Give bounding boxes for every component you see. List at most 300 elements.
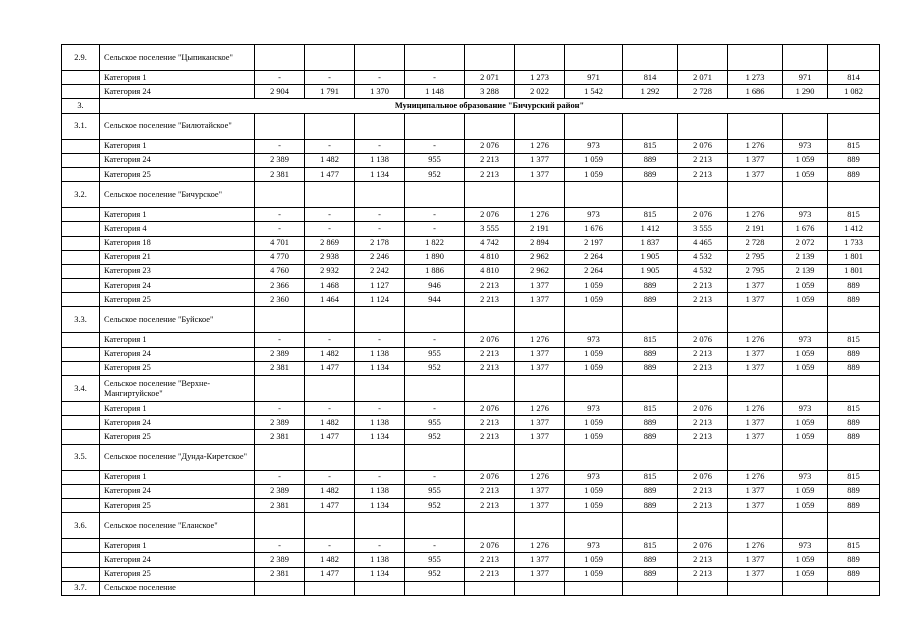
value-cell: 4 760 [255, 264, 305, 278]
value-cell: 946 [405, 279, 465, 293]
value-cell: 2 076 [465, 402, 515, 416]
value-cell: 889 [623, 153, 678, 167]
value-cell: 2 381 [255, 498, 305, 512]
empty-cell [255, 513, 305, 539]
value-cell: 1 905 [623, 264, 678, 278]
value-cell: 1 412 [828, 222, 880, 236]
value-cell: 1 377 [515, 293, 565, 307]
value-cell: 889 [623, 167, 678, 181]
value-cell: 955 [405, 553, 465, 567]
value-cell: 1 138 [355, 553, 405, 567]
value-cell: 2 076 [678, 333, 728, 347]
category-row [62, 250, 880, 264]
empty-cell [828, 376, 880, 402]
row-number: 3.7. [62, 581, 100, 595]
row-number [62, 539, 100, 553]
empty-cell [255, 113, 305, 139]
category-name: Категория 24 [100, 484, 255, 498]
value-cell: 1 276 [728, 139, 783, 153]
empty-cell [405, 307, 465, 333]
category-name: Категория 24 [100, 553, 255, 567]
empty-cell [465, 444, 515, 470]
value-cell: 973 [783, 208, 828, 222]
category-row [62, 539, 880, 553]
value-cell: 1 377 [728, 361, 783, 375]
row-number [62, 402, 100, 416]
value-cell: 1 801 [828, 250, 880, 264]
value-cell: 2 076 [465, 208, 515, 222]
row-number: 3.2. [62, 182, 100, 208]
empty-cell [828, 444, 880, 470]
empty-cell [405, 113, 465, 139]
value-cell: 4 532 [678, 250, 728, 264]
empty-cell [828, 182, 880, 208]
row-number [62, 85, 100, 99]
row-number [62, 264, 100, 278]
value-cell: 1 482 [305, 153, 355, 167]
value-cell: 2 869 [305, 236, 355, 250]
value-cell: - [405, 333, 465, 347]
value-cell: 1 890 [405, 250, 465, 264]
row-number [62, 484, 100, 498]
value-cell: 1 273 [515, 71, 565, 85]
value-cell: 2 213 [678, 347, 728, 361]
empty-cell [623, 581, 678, 595]
value-cell: 2 213 [678, 167, 728, 181]
value-cell: 2 389 [255, 347, 305, 361]
value-cell: 2 076 [465, 470, 515, 484]
value-cell: 815 [623, 139, 678, 153]
value-cell: 2 962 [515, 250, 565, 264]
value-cell: 1 377 [728, 498, 783, 512]
category-name: Категория 24 [100, 416, 255, 430]
value-cell: 815 [828, 139, 880, 153]
value-cell: 1 377 [515, 153, 565, 167]
settlement-name: Сельское поселение "Бичурское" [100, 182, 255, 208]
empty-cell [728, 444, 783, 470]
row-number [62, 167, 100, 181]
empty-cell [465, 581, 515, 595]
value-cell: 2 381 [255, 430, 305, 444]
value-cell: 1 377 [728, 567, 783, 581]
value-cell: 1 059 [783, 430, 828, 444]
value-cell: 973 [565, 402, 623, 416]
value-cell: 1 059 [565, 347, 623, 361]
category-name: Категория 4 [100, 222, 255, 236]
value-cell: 1 059 [783, 567, 828, 581]
category-name: Категория 24 [100, 85, 255, 99]
value-cell: 955 [405, 347, 465, 361]
value-cell: - [255, 470, 305, 484]
value-cell: 1 059 [565, 279, 623, 293]
value-cell: 815 [828, 208, 880, 222]
category-name: Категория 25 [100, 167, 255, 181]
category-row [62, 553, 880, 567]
row-number [62, 430, 100, 444]
value-cell: 889 [828, 484, 880, 498]
value-cell: 1 276 [728, 539, 783, 553]
empty-cell [783, 376, 828, 402]
value-cell: 973 [783, 139, 828, 153]
value-cell: - [255, 333, 305, 347]
value-cell: - [405, 139, 465, 153]
empty-cell [515, 113, 565, 139]
row-number [62, 470, 100, 484]
category-row [62, 484, 880, 498]
empty-cell [405, 45, 465, 71]
value-cell: 2 213 [465, 361, 515, 375]
value-cell: 1 138 [355, 153, 405, 167]
category-name: Категория 25 [100, 430, 255, 444]
value-cell: 2 213 [465, 347, 515, 361]
empty-cell [355, 444, 405, 470]
value-cell: 1 059 [783, 416, 828, 430]
value-cell: 889 [623, 416, 678, 430]
empty-cell [678, 581, 728, 595]
category-row [62, 402, 880, 416]
empty-cell [565, 307, 623, 333]
value-cell: 1 276 [515, 539, 565, 553]
category-row [62, 236, 880, 250]
value-cell: - [255, 402, 305, 416]
value-cell: 1 377 [515, 279, 565, 293]
value-cell: 1 377 [728, 167, 783, 181]
value-cell: 1 059 [783, 293, 828, 307]
value-cell: 2 213 [465, 498, 515, 512]
value-cell: 1 138 [355, 416, 405, 430]
empty-cell [678, 444, 728, 470]
value-cell: 1 477 [305, 498, 355, 512]
value-cell: 952 [405, 167, 465, 181]
settlement-row [62, 45, 880, 71]
value-cell: 889 [828, 293, 880, 307]
value-cell: 889 [828, 279, 880, 293]
value-cell: 2 246 [355, 250, 405, 264]
row-number [62, 567, 100, 581]
empty-cell [515, 45, 565, 71]
value-cell: 889 [828, 430, 880, 444]
empty-cell [355, 376, 405, 402]
value-cell: 1 377 [515, 361, 565, 375]
value-cell: 1 686 [728, 85, 783, 99]
empty-cell [623, 444, 678, 470]
value-cell: 1 134 [355, 361, 405, 375]
category-name: Категория 21 [100, 250, 255, 264]
value-cell: 1 676 [783, 222, 828, 236]
row-number [62, 222, 100, 236]
row-number [62, 553, 100, 567]
value-cell: 1 082 [828, 85, 880, 99]
value-cell: 2 381 [255, 567, 305, 581]
value-cell: 2 022 [515, 85, 565, 99]
value-cell: 1 290 [783, 85, 828, 99]
empty-cell [515, 182, 565, 208]
value-cell: 2 962 [515, 264, 565, 278]
value-cell: 1 124 [355, 293, 405, 307]
value-cell: 1 412 [623, 222, 678, 236]
value-cell: 1 138 [355, 484, 405, 498]
value-cell: 973 [565, 139, 623, 153]
empty-cell [355, 307, 405, 333]
value-cell: 2 213 [678, 430, 728, 444]
value-cell: 1 138 [355, 347, 405, 361]
value-cell: 1 127 [355, 279, 405, 293]
empty-cell [305, 376, 355, 402]
empty-cell [565, 376, 623, 402]
value-cell: 1 377 [515, 416, 565, 430]
empty-cell [783, 444, 828, 470]
value-cell: 2 213 [465, 293, 515, 307]
value-cell: 4 532 [678, 264, 728, 278]
value-cell: - [355, 139, 405, 153]
row-number [62, 498, 100, 512]
empty-cell [565, 513, 623, 539]
value-cell: 955 [405, 416, 465, 430]
value-cell: - [355, 208, 405, 222]
value-cell: 2 213 [465, 484, 515, 498]
empty-cell [728, 513, 783, 539]
category-name: Категория 24 [100, 279, 255, 293]
value-cell: - [355, 333, 405, 347]
value-cell: 1 468 [305, 279, 355, 293]
empty-cell [828, 513, 880, 539]
value-cell: 1 837 [623, 236, 678, 250]
empty-cell [465, 113, 515, 139]
category-row [62, 470, 880, 484]
category-row [62, 361, 880, 375]
value-cell: 2 191 [728, 222, 783, 236]
category-row [62, 167, 880, 181]
value-cell: 1 377 [728, 347, 783, 361]
value-cell: 4 465 [678, 236, 728, 250]
empty-cell [565, 444, 623, 470]
empty-cell [515, 307, 565, 333]
value-cell: 815 [623, 470, 678, 484]
value-cell: 2 795 [728, 264, 783, 278]
value-cell: 2 213 [465, 153, 515, 167]
empty-cell [355, 113, 405, 139]
empty-cell [728, 376, 783, 402]
empty-cell [678, 113, 728, 139]
value-cell: 1 276 [515, 470, 565, 484]
value-cell: 1 905 [623, 250, 678, 264]
empty-cell [728, 113, 783, 139]
row-number [62, 71, 100, 85]
category-row [62, 153, 880, 167]
value-cell: 889 [828, 498, 880, 512]
value-cell: 889 [623, 567, 678, 581]
empty-cell [305, 444, 355, 470]
value-cell: 955 [405, 484, 465, 498]
category-row [62, 279, 880, 293]
value-cell: 1 377 [515, 167, 565, 181]
empty-cell [828, 113, 880, 139]
value-cell: 1 292 [623, 85, 678, 99]
value-cell: - [405, 71, 465, 85]
empty-cell [305, 113, 355, 139]
value-cell: 2 076 [465, 333, 515, 347]
empty-cell [728, 581, 783, 595]
value-cell: 4 810 [465, 264, 515, 278]
category-row [62, 208, 880, 222]
value-cell: 1 134 [355, 567, 405, 581]
settlement-row [62, 307, 880, 333]
value-cell: 1 059 [783, 484, 828, 498]
category-row [62, 416, 880, 430]
row-number: 3.3. [62, 307, 100, 333]
value-cell: 2 213 [678, 153, 728, 167]
value-cell: 2 213 [465, 553, 515, 567]
value-cell: 2 795 [728, 250, 783, 264]
value-cell: 815 [828, 539, 880, 553]
value-cell: 2 213 [465, 167, 515, 181]
empty-cell [783, 581, 828, 595]
row-number: 2.9. [62, 45, 100, 71]
category-row [62, 139, 880, 153]
empty-cell [565, 113, 623, 139]
value-cell: - [355, 470, 405, 484]
empty-cell [783, 307, 828, 333]
value-cell: 1 059 [783, 553, 828, 567]
value-cell: 2 264 [565, 264, 623, 278]
value-cell: 973 [783, 333, 828, 347]
value-cell: 1 377 [515, 498, 565, 512]
value-cell: 814 [623, 71, 678, 85]
value-cell: 1 276 [515, 208, 565, 222]
value-cell: 1 276 [728, 208, 783, 222]
value-cell: 889 [623, 430, 678, 444]
value-cell: 1 148 [405, 85, 465, 99]
value-cell: - [255, 139, 305, 153]
category-name: Категория 25 [100, 498, 255, 512]
empty-cell [465, 307, 515, 333]
value-cell: 889 [828, 167, 880, 181]
empty-cell [828, 581, 880, 595]
category-name: Категория 24 [100, 347, 255, 361]
value-cell: 2 191 [515, 222, 565, 236]
settlement-row [62, 581, 880, 595]
row-number [62, 347, 100, 361]
row-number [62, 279, 100, 293]
value-cell: - [255, 71, 305, 85]
empty-cell [728, 182, 783, 208]
value-cell: 1 276 [728, 333, 783, 347]
value-cell: 4 810 [465, 250, 515, 264]
value-cell: 1 059 [783, 498, 828, 512]
value-cell: 952 [405, 567, 465, 581]
empty-cell [465, 513, 515, 539]
value-cell: 2 213 [678, 498, 728, 512]
value-cell: 1 377 [728, 430, 783, 444]
value-cell: 2 381 [255, 167, 305, 181]
value-cell: 815 [828, 402, 880, 416]
category-name: Категория 25 [100, 293, 255, 307]
value-cell: 2 389 [255, 553, 305, 567]
value-cell: - [305, 470, 355, 484]
settlement-row [62, 182, 880, 208]
row-number: 3. [62, 99, 100, 113]
value-cell: 2 072 [783, 236, 828, 250]
value-cell: 889 [828, 153, 880, 167]
value-cell: 2 213 [465, 430, 515, 444]
value-cell: 1 134 [355, 430, 405, 444]
empty-cell [465, 376, 515, 402]
category-row [62, 85, 880, 99]
value-cell: 973 [783, 402, 828, 416]
value-cell: 1 134 [355, 498, 405, 512]
row-number [62, 361, 100, 375]
value-cell: - [305, 539, 355, 553]
row-number [62, 208, 100, 222]
value-cell: 889 [623, 484, 678, 498]
value-cell: 2 076 [678, 139, 728, 153]
section-title: Муниципальное образование "Бичурский район" [100, 99, 880, 113]
value-cell: 815 [623, 333, 678, 347]
row-number [62, 250, 100, 264]
empty-cell [305, 581, 355, 595]
value-cell: 1 377 [515, 347, 565, 361]
value-cell: 889 [623, 279, 678, 293]
value-cell: 815 [828, 333, 880, 347]
empty-cell [355, 45, 405, 71]
value-cell: 2 242 [355, 264, 405, 278]
value-cell: 1 377 [515, 553, 565, 567]
value-cell: 2 389 [255, 484, 305, 498]
value-cell: 889 [828, 361, 880, 375]
settlement-row [62, 513, 880, 539]
category-row [62, 293, 880, 307]
value-cell: 2 360 [255, 293, 305, 307]
empty-cell [255, 581, 305, 595]
value-cell: 889 [623, 498, 678, 512]
category-name: Категория 1 [100, 402, 255, 416]
value-cell: - [355, 71, 405, 85]
empty-cell [623, 182, 678, 208]
tariff-table [61, 44, 880, 596]
value-cell: 2 213 [678, 416, 728, 430]
empty-cell [623, 376, 678, 402]
value-cell: - [355, 222, 405, 236]
value-cell: 2 213 [678, 279, 728, 293]
value-cell: 973 [783, 470, 828, 484]
value-cell: 1 886 [405, 264, 465, 278]
value-cell: 1 482 [305, 416, 355, 430]
empty-cell [515, 513, 565, 539]
category-name: Категория 18 [100, 236, 255, 250]
value-cell: 815 [828, 470, 880, 484]
value-cell: 1 059 [783, 361, 828, 375]
value-cell: 955 [405, 153, 465, 167]
value-cell: 1 276 [515, 139, 565, 153]
category-row [62, 430, 880, 444]
value-cell: 1 377 [728, 293, 783, 307]
value-cell: 1 377 [515, 430, 565, 444]
value-cell: 2 197 [565, 236, 623, 250]
value-cell: 1 377 [728, 553, 783, 567]
value-cell: 2 076 [678, 539, 728, 553]
value-cell: 889 [623, 347, 678, 361]
empty-cell [678, 182, 728, 208]
value-cell: 1 273 [728, 71, 783, 85]
category-row [62, 333, 880, 347]
category-name: Категория 1 [100, 539, 255, 553]
category-name: Категория 1 [100, 71, 255, 85]
value-cell: - [255, 208, 305, 222]
settlement-name: Сельское поселение "Буйское" [100, 307, 255, 333]
value-cell: 2 076 [465, 539, 515, 553]
value-cell: 4 770 [255, 250, 305, 264]
empty-cell [255, 444, 305, 470]
